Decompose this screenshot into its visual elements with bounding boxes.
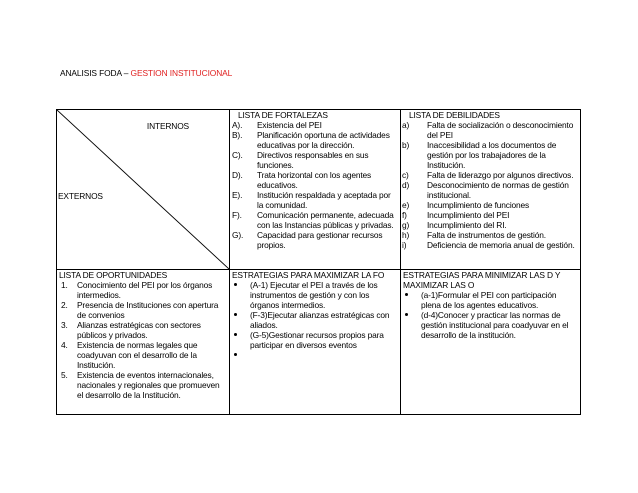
bullet-dot-icon xyxy=(234,333,237,336)
fortalezas-list xyxy=(232,120,398,250)
estrategias-do-cell xyxy=(401,270,581,415)
debilidades-cell xyxy=(401,110,581,270)
list-item xyxy=(402,220,578,230)
foda-row-external xyxy=(57,270,581,415)
list-marker: e) xyxy=(402,200,410,210)
oportunidades-cell xyxy=(57,270,230,415)
document-title xyxy=(60,68,232,78)
list-item-text: Existencia de normas legales que coadyuvan con el desarrollo de la Institución. xyxy=(77,340,198,370)
list-item-text: Trata horizontal con los agentes educativos. xyxy=(257,170,372,190)
bullet-icon xyxy=(234,330,258,340)
list-item-text: (A-1) Ejecutar el PEI a través de los instrumentos de gestión y con los órganos intermedios. xyxy=(250,280,378,310)
estrategias-fo-header: ESTRATEGIAS PARA MAXIMIZAR LA FO xyxy=(232,270,385,280)
list-item-text: Alianzas estratégicas con sectores públicos y privados. xyxy=(77,320,201,340)
list-marker: A). xyxy=(232,120,243,130)
list-item-text: Falta de liderazgo por algunos directivos. xyxy=(427,170,574,180)
list-item xyxy=(402,240,578,250)
list-item xyxy=(232,210,398,230)
list-marker: D). xyxy=(232,170,243,180)
estrategias-fo-list xyxy=(232,280,398,350)
bullet-dot-icon xyxy=(405,293,408,296)
list-marker: 4. xyxy=(61,340,68,350)
list-marker: E). xyxy=(232,190,243,200)
list-item xyxy=(402,210,578,220)
list-item-text: (F-3)Ejecutar alianzas estratégicas con aliados. xyxy=(250,310,390,330)
debilidades-header: LISTA DE DEBILIDADES xyxy=(409,110,500,120)
list-item-text: Existencia de eventos internacionales, nacionales y regionales que promueven el desarrollo de la Institución. xyxy=(77,370,220,400)
list-item-text: Comunicación permanente, adecuada con las Instancias públicas y privadas. xyxy=(257,210,394,230)
externos-label: EXTERNOS xyxy=(58,191,103,201)
list-marker: c) xyxy=(402,170,409,180)
list-item xyxy=(403,290,578,310)
list-item-text: Inaccesibilidad a los documentos de gestión por los trabajadores de la Institución. xyxy=(427,140,557,170)
list-item xyxy=(232,170,398,190)
list-item xyxy=(232,130,398,150)
list-item-text: Capacidad para gestionar recursos propios. xyxy=(257,230,383,250)
list-marker: d) xyxy=(402,180,410,190)
title-prefix: ANALISIS FODA – xyxy=(60,68,131,78)
internos-label: INTERNOS xyxy=(146,121,189,131)
bullet-icon xyxy=(234,310,258,320)
list-marker: f) xyxy=(402,210,407,220)
list-marker: h) xyxy=(402,230,410,240)
foda-matrix-table xyxy=(56,109,581,415)
list-marker: b) xyxy=(402,140,410,150)
list-item-text: Institución respaldada y aceptada por la comunidad. xyxy=(257,190,391,210)
estrategias-fo-cell xyxy=(230,270,401,415)
list-marker: g) xyxy=(402,220,410,230)
debilidades-list xyxy=(402,120,578,250)
list-item xyxy=(402,230,578,240)
list-item-text: Conocimiento del PEI por los órganos intermedios. xyxy=(77,280,213,300)
bullet-dot-icon xyxy=(405,313,408,316)
list-marker: B). xyxy=(232,130,243,140)
estrategias-do-header: ESTRATEGIAS PARA MINIMIZAR LAS D Y MAXIMIZAR LAS O xyxy=(403,270,561,290)
list-item xyxy=(402,200,578,210)
bullet-icon xyxy=(234,350,258,360)
matrix-corner-cell xyxy=(57,110,230,270)
list-item-text: Falta de instrumentos de gestión. xyxy=(427,230,546,240)
bullet-dot-icon xyxy=(234,283,237,286)
list-item xyxy=(59,340,227,370)
list-item xyxy=(59,370,227,400)
list-item xyxy=(232,310,398,330)
estrategias-do-list xyxy=(403,290,578,340)
list-item xyxy=(402,170,578,180)
list-item xyxy=(232,120,398,130)
list-item xyxy=(403,310,578,340)
list-item xyxy=(232,330,398,350)
bullet-icon xyxy=(234,280,258,290)
foda-row-internal xyxy=(57,110,581,270)
list-item xyxy=(232,190,398,210)
list-marker: 3. xyxy=(61,320,68,330)
list-item xyxy=(232,230,398,250)
list-item xyxy=(232,150,398,170)
oportunidades-header: LISTA DE OPORTUNIDADES xyxy=(59,270,168,280)
list-item-text: Directivos responsables en sus funciones. xyxy=(257,150,369,170)
list-item-text: Existencia del PEI xyxy=(257,120,322,130)
list-item xyxy=(232,280,398,310)
fortalezas-header: LISTA DE FORTALEZAS xyxy=(238,110,328,120)
list-marker: 5. xyxy=(61,370,68,380)
list-item-text: Incumplimiento del PEI xyxy=(427,210,510,220)
list-item xyxy=(59,320,227,340)
list-marker: a) xyxy=(402,120,410,130)
list-marker: C). xyxy=(232,150,243,160)
bullet-icon xyxy=(405,290,429,300)
title-accent: GESTION INSTITUCIONAL xyxy=(130,68,233,78)
list-item xyxy=(59,280,227,300)
list-item-text: (a-1)Formular el PEI con participación plena de los agentes educativos. xyxy=(421,290,557,310)
list-marker: i) xyxy=(402,240,407,250)
bullet-icon xyxy=(405,310,429,320)
list-item-text: Planificación oportuna de actividades educativas por la dirección. xyxy=(257,130,390,150)
list-item xyxy=(402,180,578,200)
list-marker: F). xyxy=(232,210,242,220)
oportunidades-list xyxy=(59,280,227,400)
list-item-text: Falta de socialización o desconocimiento del PEI xyxy=(427,120,574,140)
list-marker: 1. xyxy=(61,280,68,290)
bullet-dot-icon xyxy=(234,353,237,356)
bullet-dot-icon xyxy=(234,313,237,316)
list-item-text: Presencia de Instituciones con apertura de convenios xyxy=(77,300,219,320)
list-item-text: (d-4)Conocer y practicar las normas de gestión institucional para coadyuvar en el desarrollo de la institución. xyxy=(421,310,569,340)
list-item xyxy=(59,300,227,320)
list-marker: 2. xyxy=(61,300,68,310)
list-item-text: Desconocimiento de normas de gestión institucional. xyxy=(427,180,569,200)
list-item-text: Deficiencia de memoria anual de gestión. xyxy=(427,240,575,250)
diagonal-divider xyxy=(57,110,229,269)
list-item-text: Incumplimiento de funciones xyxy=(427,200,530,210)
list-item-text: (G-5)Gestionar recursos propios para participar en diversos eventos xyxy=(250,330,384,350)
list-item xyxy=(402,120,578,140)
list-item-text: Incumplimiento del RI. xyxy=(427,220,507,230)
list-marker: G). xyxy=(232,230,244,240)
fortalezas-cell xyxy=(230,110,401,270)
list-item xyxy=(402,140,578,170)
